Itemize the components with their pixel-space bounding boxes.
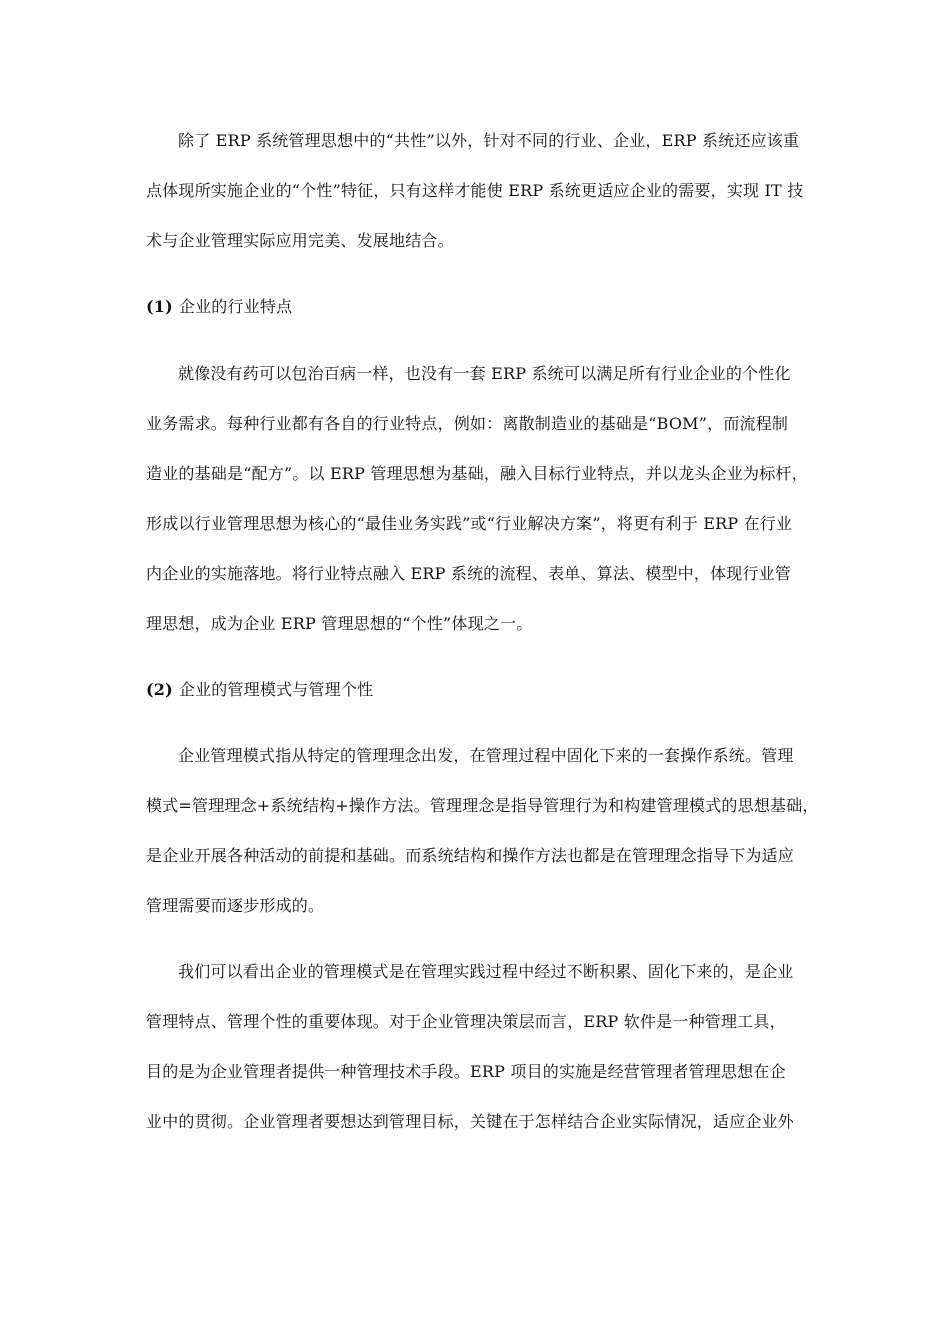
paragraph-1-line-3: 术与企业管理实际应用完美、发展地结合。 xyxy=(146,231,454,250)
paragraph-4-line-4: 业中的贯彻。企业管理者要想达到管理目标，关键在于怎样结合企业实际情况，适应企业外 xyxy=(146,1112,795,1131)
paragraph-2-line-6: 理思想，成为企业 ERP 管理思想的“个性”体现之一。 xyxy=(146,614,533,633)
paragraph-3-line-2: 模式=管理理念+系统结构+操作方法。管理理念是指导管理行为和构建管理模式的思想基础， xyxy=(146,796,819,815)
paragraph-2-line-2: 业务需求。每种行业都有各自的行业特点，例如：离散制造业的基础是“BOM”，而流程制 xyxy=(146,414,789,433)
section-heading-1 xyxy=(146,297,292,317)
paragraph-3-line-1: 企业管理模式指从特定的管理理念出发，在管理过程中固化下来的一套操作系统。管理 xyxy=(178,746,794,765)
section-heading-2-number: (2) xyxy=(146,680,173,699)
paragraph-2-line-1: 就像没有药可以包治百病一样，也没有一套 ERP 系统可以满足所有行业企业的个性化 xyxy=(178,364,791,383)
paragraph-2-line-4: 形成以行业管理思想为核心的“最佳业务实践”或“行业解决方案”，将更有利于 ERP 在行业 xyxy=(146,514,793,533)
paragraph-4-line-1: 我们可以看出企业的管理模式是在管理实践过程中经过不断积累、固化下来的，是企业 xyxy=(178,962,794,981)
paragraph-1-line-1: 除了 ERP 系统管理思想中的“共性”以外，针对不同的行业、企业，ERP 系统还应该重 xyxy=(178,131,800,150)
paragraph-4-line-3: 目的是为企业管理者提供一种管理技术手段。ERP 项目的实施是经营管理者管理思想在企 xyxy=(146,1062,786,1081)
section-heading-1-number: (1) xyxy=(146,297,173,316)
paragraph-4-line-2: 管理特点、管理个性的重要体现。对于企业管理决策层而言，ERP 软件是一种管理工具， xyxy=(146,1012,786,1031)
paragraph-3-line-3: 是企业开展各种活动的前提和基础。而系统结构和操作方法也都是在管理理念指导下为适应 xyxy=(146,846,795,865)
section-heading-2-text: 企业的管理模式与管理个性 xyxy=(178,680,374,699)
paragraph-3-line-4: 管理需要而逐步形成的。 xyxy=(146,896,325,915)
paragraph-1-line-2: 点体现所实施企业的“个性”特征，只有这样才能使 ERP 系统更适应企业的需要，实现 IT 技 xyxy=(146,181,804,200)
section-heading-1-text: 企业的行业特点 xyxy=(178,297,293,316)
paragraph-2-line-5: 内企业的实施落地。将行业特点融入 ERP 系统的流程、表单、算法、模型中，体现行业管 xyxy=(146,564,792,583)
section-heading-2 xyxy=(146,680,373,700)
paragraph-2-line-3: 造业的基础是“配方”。以 ERP 管理思想为基础，融入目标行业特点，并以龙头企业为标杆， xyxy=(146,464,808,483)
